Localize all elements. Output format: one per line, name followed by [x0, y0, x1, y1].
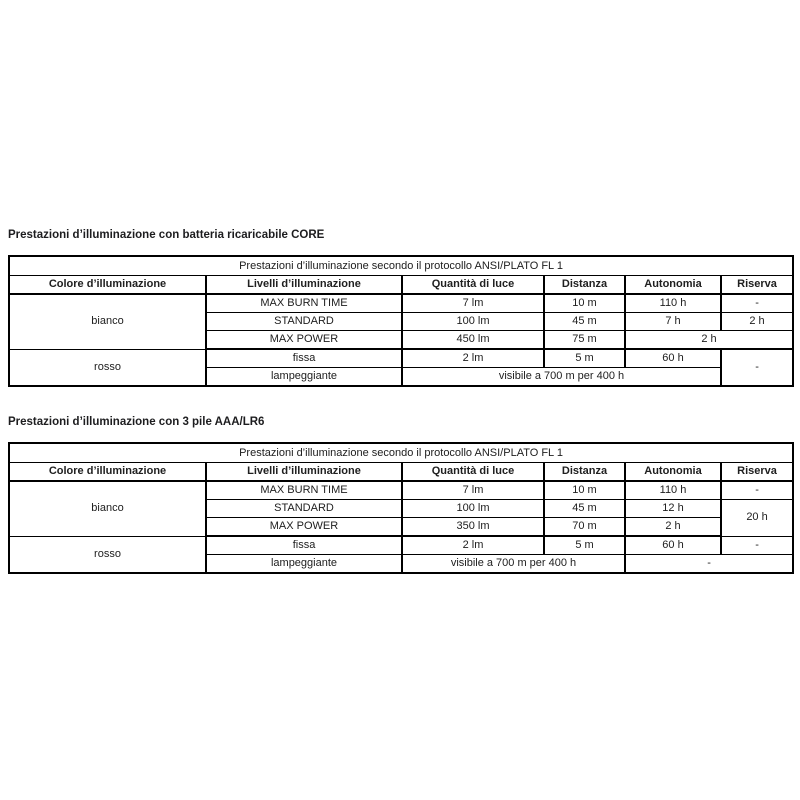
table-cell: - — [721, 536, 793, 555]
protocol-header: Prestazioni d’illuminazione secondo il protocollo ANSI/PLATO FL 1 — [9, 256, 793, 276]
table-row — [9, 481, 793, 500]
table-title-aaa-batteries: Prestazioni d’illuminazione con 3 pile AAA/LR6 — [8, 416, 265, 428]
table-cell: 100 lm — [402, 313, 544, 331]
table-cell: 450 lm — [402, 331, 544, 350]
table-cell: visibile a 700 m per 400 h — [402, 368, 721, 387]
table-cell: 60 h — [625, 349, 721, 368]
section-aaa-batteries — [8, 415, 792, 574]
spec-table-core-battery — [8, 255, 794, 387]
column-header-1: Colore d’illuminazione — [9, 276, 206, 295]
table-cell: bianco — [9, 481, 206, 536]
table-cell: fissa — [206, 349, 402, 368]
protocol-header-row — [9, 256, 793, 276]
column-header-4: Distanza — [544, 463, 625, 482]
table-cell: 2 h — [721, 313, 793, 331]
column-header-5: Autonomia — [625, 276, 721, 295]
table-cell: 110 h — [625, 294, 721, 313]
table-cell: 2 lm — [402, 536, 544, 555]
spec-table-aaa-batteries — [8, 442, 794, 574]
table-row — [9, 536, 793, 555]
table-cell: 7 h — [625, 313, 721, 331]
table-row — [9, 349, 793, 368]
table-cell: 7 lm — [402, 294, 544, 313]
table-title-core-battery: Prestazioni d’illuminazione con batteria ricaricabile CORE — [8, 229, 325, 241]
table-cell: 45 m — [544, 313, 625, 331]
table-cell: lampeggiante — [206, 555, 402, 574]
table-cell: 12 h — [625, 500, 721, 518]
table-cell: 7 lm — [402, 481, 544, 500]
table-cell: 350 lm — [402, 518, 544, 537]
column-header-1: Colore d’illuminazione — [9, 463, 206, 482]
table-cell: 110 h — [625, 481, 721, 500]
table-cell: visibile a 700 m per 400 h — [402, 555, 625, 574]
table-cell: 10 m — [544, 481, 625, 500]
table-cell: 70 m — [544, 518, 625, 537]
table-cell: 45 m — [544, 500, 625, 518]
table-cell: MAX BURN TIME — [206, 294, 402, 313]
table-cell: rosso — [9, 536, 206, 573]
table-cell: 5 m — [544, 536, 625, 555]
table-cell: 5 m — [544, 349, 625, 368]
column-header-row — [9, 463, 793, 482]
table-cell: 75 m — [544, 331, 625, 350]
table-cell: MAX BURN TIME — [206, 481, 402, 500]
table-cell: STANDARD — [206, 500, 402, 518]
table-cell: 100 lm — [402, 500, 544, 518]
table-row — [9, 294, 793, 313]
table-cell: MAX POWER — [206, 331, 402, 350]
table-cell: 2 h — [625, 518, 721, 537]
column-header-3: Quantità di luce — [402, 276, 544, 295]
table-cell: rosso — [9, 349, 206, 386]
section-core-battery — [8, 228, 792, 387]
table-cell: lampeggiante — [206, 368, 402, 387]
table-cell: STANDARD — [206, 313, 402, 331]
table-cell: - — [721, 481, 793, 500]
column-header-4: Distanza — [544, 276, 625, 295]
column-header-2: Livelli d’illuminazione — [206, 463, 402, 482]
table-cell: 2 lm — [402, 349, 544, 368]
column-header-row — [9, 276, 793, 295]
table-cell: 20 h — [721, 500, 793, 537]
table-cell: - — [625, 555, 793, 574]
column-header-2: Livelli d’illuminazione — [206, 276, 402, 295]
table-cell: 60 h — [625, 536, 721, 555]
table-cell: 10 m — [544, 294, 625, 313]
protocol-header: Prestazioni d’illuminazione secondo il protocollo ANSI/PLATO FL 1 — [9, 443, 793, 463]
table-cell: fissa — [206, 536, 402, 555]
column-header-6: Riserva — [721, 276, 793, 295]
table-cell: bianco — [9, 294, 206, 349]
table-cell: 2 h — [625, 331, 793, 350]
table-cell: - — [721, 294, 793, 313]
column-header-3: Quantità di luce — [402, 463, 544, 482]
table-cell: - — [721, 349, 793, 386]
column-header-5: Autonomia — [625, 463, 721, 482]
protocol-header-row — [9, 443, 793, 463]
table-cell: MAX POWER — [206, 518, 402, 537]
column-header-6: Riserva — [721, 463, 793, 482]
